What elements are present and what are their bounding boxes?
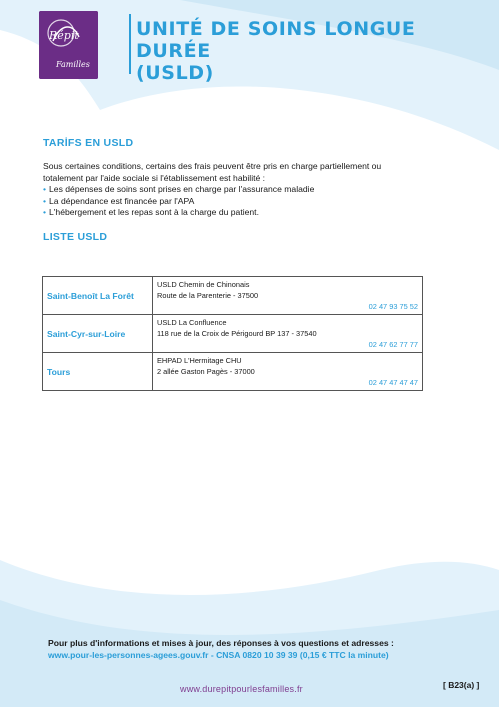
facility-address: Route de la Parenterie - 37500 xyxy=(157,291,259,300)
city-cell: Saint-Cyr-sur-Loire xyxy=(43,315,153,353)
list-item: • Les dépenses de soins sont prises en charge par l'assurance maladie xyxy=(43,184,433,196)
facility-name: EHPAD L'Hermitage CHU xyxy=(157,356,242,365)
info-cell xyxy=(153,277,423,315)
page-reference: [ B23(a) ] xyxy=(443,680,480,690)
footer-note-link[interactable]: www.pour-les-personnes-agees.gouv.fr - CNSA 0820 10 39 39 (0,15 € TTC la minute) xyxy=(48,650,389,660)
table-row xyxy=(43,353,423,391)
facility-phone: 02 47 93 75 52 xyxy=(368,302,418,311)
tarifs-text xyxy=(43,161,433,219)
city-cell: Tours xyxy=(43,353,153,391)
table-row xyxy=(43,277,423,315)
page-title xyxy=(136,18,476,84)
facility-phone: 02 47 47 47 47 xyxy=(368,378,418,387)
facility-phone: 02 47 62 77 77 xyxy=(368,340,418,349)
title-accent-bar xyxy=(129,14,131,74)
liste-heading: LISTE USLD xyxy=(43,231,108,243)
logo xyxy=(39,11,98,79)
info-cell xyxy=(153,315,423,353)
info-cell xyxy=(153,353,423,391)
list-item: • L'hébergement et les repas sont à la charge du patient. xyxy=(43,207,433,219)
usld-table xyxy=(42,276,423,391)
table-row xyxy=(43,315,423,353)
tarifs-heading: TARİFS EN USLD xyxy=(43,137,134,149)
city-cell: Saint-Benoît La Forêt xyxy=(43,277,153,315)
footer-note xyxy=(48,637,488,661)
list-item: • La dépendance est financée par l'APA xyxy=(43,196,433,208)
facility-address: 118 rue de la Croix de Périgourd BP 137 - 37540 xyxy=(157,329,317,338)
facility-address: 2 allée Gaston Pagès - 37000 xyxy=(157,367,255,376)
tarifs-bullets xyxy=(43,184,433,219)
facility-name: USLD La Confluence xyxy=(157,318,227,327)
footer-note-line1: Pour plus d'informations et mises à jour, des réponses à vos questions et adresses : xyxy=(48,638,394,648)
facility-name: USLD Chemin de Chinonais xyxy=(157,280,250,289)
tarifs-intro-line2: totalement par l'aide sociale si l'établissement est habilité : xyxy=(43,172,266,183)
website-link[interactable]: www.durepitpourlesfamilles.fr xyxy=(180,684,303,694)
logo-text-bottom: Familles xyxy=(56,60,90,69)
tarifs-intro-line1: Sous certaines conditions, certains des frais peuvent être pris en charge partiellement ou xyxy=(43,161,382,171)
page-title-line2: (USLD) xyxy=(136,62,214,84)
page-title-line1: UNITÉ DE SOINS LONGUE DURÉE xyxy=(136,18,416,62)
logo-text-top: Répit xyxy=(49,29,79,42)
